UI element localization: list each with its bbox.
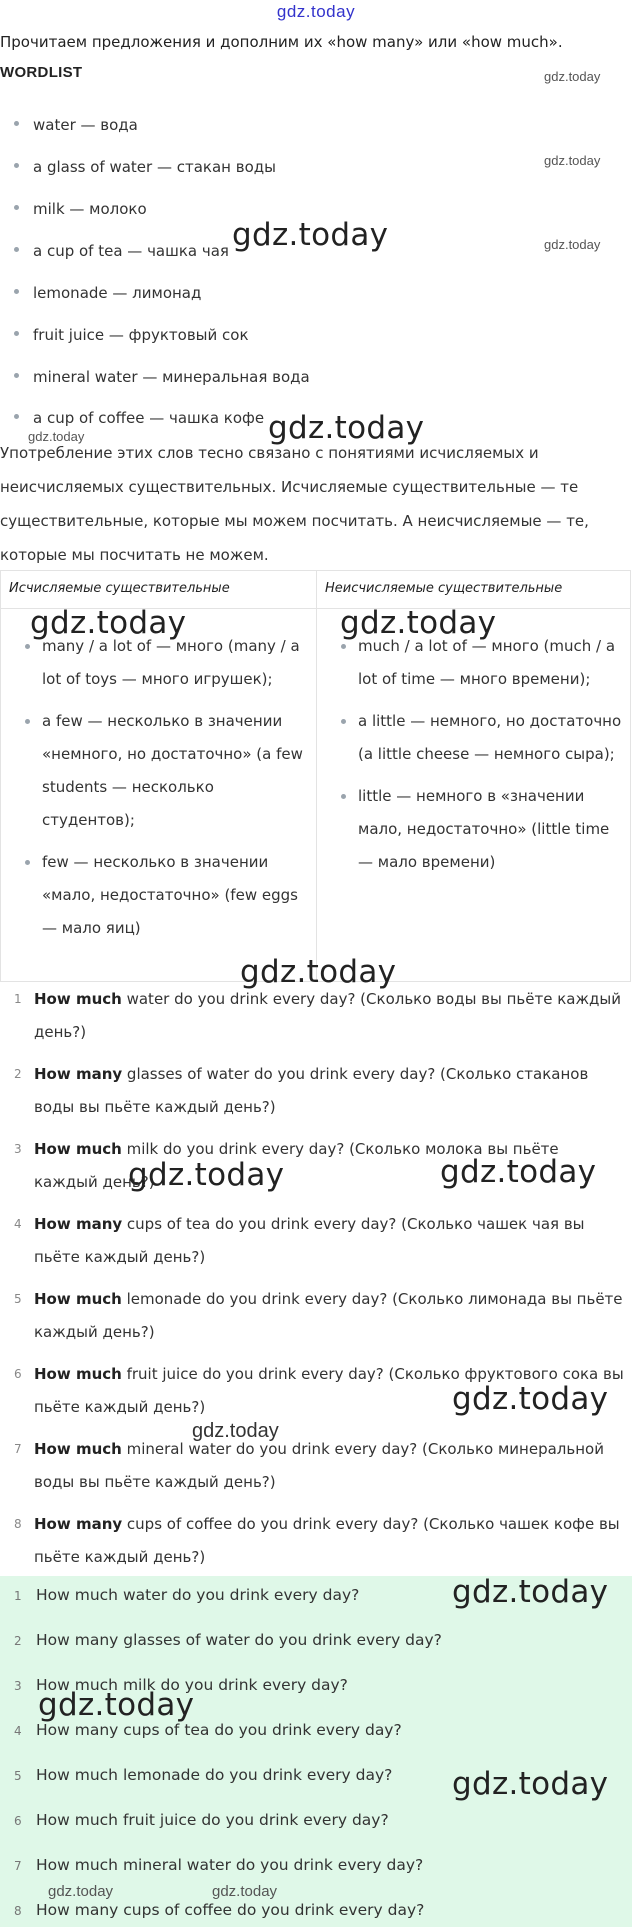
answer-item [14,1809,389,1831]
wordlist-item: a glass of water — стакан воды [14,157,276,177]
countable-list [25,630,310,954]
table-header-uncountable: Неисчисляемые существительные [325,581,563,596]
intro-text: Прочитаем предложения и дополним их «how many» или «how much». [0,33,563,51]
answer-text: How many glasses of water do you drink every day? [36,1631,442,1649]
list-item: much / a lot of — много (much / a lot of time — много времени); [341,630,626,696]
answer-item [14,1899,424,1921]
question-number: 7 [14,1442,22,1456]
bullet-icon [14,289,19,294]
answer-text: How much fruit juice do you drink every day? [36,1811,389,1829]
watermark: gdz.today [212,1883,278,1900]
question-number: 6 [14,1367,22,1381]
answer-text: How much water do you drink every day? [36,1586,360,1604]
watermark: gdz.today [268,410,425,446]
question-item [14,1433,626,1499]
watermark: gdz.today [192,1420,279,1442]
watermark: gdz.today [48,1883,114,1900]
wordlist-item: mineral water — минеральная вода [14,367,310,387]
bullet-icon [14,247,19,252]
question-bold: How many [34,1215,123,1233]
bullet-icon [14,373,19,378]
question-bold: How much [34,1365,122,1383]
list-item: a little — немного, но достаточно (a little cheese — немного сыра); [341,705,626,771]
answer-number: 1 [14,1589,22,1603]
question-item [14,1283,626,1349]
list-item: a few — несколько в значении «немного, но достаточно» (a few students — несколько студентов); [25,705,310,837]
question-text: milk do you drink every day? (Сколько молока вы пьёте каждый день?) [34,1140,559,1191]
question-bold: How much [34,1440,122,1458]
question-bold: How many [34,1065,123,1083]
question-bold: How much [34,1290,122,1308]
bullet-icon [14,163,19,168]
question-text: water do you drink every day? (Сколько воды вы пьёте каждый день?) [34,990,621,1041]
watermark: gdz.today [452,1766,609,1802]
question-bold: How much [34,990,122,1008]
wordlist-item: fruit juice — фруктовый сок [14,325,249,345]
question-bold: How much [34,1140,122,1158]
question-item [14,983,626,1049]
question-text: mineral water do you drink every day? (Сколько минеральной воды вы пьёте каждый день?) [34,1440,604,1491]
watermark: gdz.today [232,217,389,253]
wordlist-item: milk — молоко [14,199,147,219]
list-item: few — несколько в значении «мало, недостаточно» (few eggs — мало яиц) [25,846,310,945]
explanation-paragraph: Употребление этих слов тесно связано с понятиями исчисляемых и неисчисляемых существительных. Исчисляемые существительные — те существительные, которые мы можем посчитать. А неисчисляемые — те, которые мы посчитать не можем. [0,444,589,564]
watermark: gdz.today [30,605,187,641]
answer-item [14,1764,392,1786]
question-number: 8 [14,1517,22,1531]
question-text: fruit juice do you drink every day? (Сколько фруктового сока вы пьёте каждый день?) [34,1365,624,1416]
answer-item [14,1584,359,1606]
question-item [14,1208,626,1274]
answer-item [14,1854,423,1876]
answer-text: How much lemonade do you drink every day? [36,1766,393,1784]
answer-number: 4 [14,1724,22,1738]
answer-text: How much milk do you drink every day? [36,1676,348,1694]
bullet-icon [14,414,19,419]
question-text: cups of coffee do you drink every day? (Сколько чашек кофе вы пьёте каждый день?) [34,1515,620,1566]
question-item [14,1508,626,1574]
answer-text: How much mineral water do you drink every day? [36,1856,424,1874]
watermark: gdz.today [544,69,601,84]
answer-number: 5 [14,1769,22,1783]
watermark: gdz.today [38,1687,195,1723]
question-text: lemonade do you drink every day? (Сколько лимонада вы пьёте каждый день?) [34,1290,623,1341]
watermark: gdz.today [240,954,397,990]
answer-text: How many cups of tea do you drink every day? [36,1721,402,1739]
wordlist-item: a cup of tea — чашка чая [14,241,229,261]
bullet-icon [14,205,19,210]
answer-number: 3 [14,1679,22,1693]
question-number: 4 [14,1217,22,1231]
table-divider [316,571,317,981]
wordlist-item: water — вода [14,115,138,135]
wordlist-item: lemonade — лимонад [14,283,201,303]
answer-number: 2 [14,1634,22,1648]
top-watermark: gdz.today [276,2,356,21]
question-text: cups of tea do you drink every day? (Сколько чашек чая вы пьёте каждый день?) [34,1215,585,1266]
bullet-icon [14,121,19,126]
table-header-countable: Исчисляемые существительные [9,581,230,596]
question-item [14,1058,626,1124]
question-number: 1 [14,992,22,1006]
answer-item [14,1629,442,1651]
question-number: 2 [14,1067,22,1081]
question-number: 3 [14,1142,22,1156]
answer-number: 8 [14,1904,22,1918]
answer-number: 7 [14,1859,22,1873]
uncountable-list [341,630,626,888]
watermark: gdz.today [128,1157,285,1193]
list-item: little — немного в «значении мало, недостаточно» (little time — мало времени) [341,780,626,879]
question-number: 5 [14,1292,22,1306]
question-text: glasses of water do you drink every day? (Сколько стаканов воды вы пьёте каждый день?) [34,1065,589,1116]
watermark: gdz.today [452,1381,609,1417]
wordlist-heading: WORDLIST [0,64,83,81]
watermark: gdz.today [340,605,497,641]
watermark: gdz.today [28,429,85,444]
wordlist-item: a cup of coffee — чашка кофе [14,408,264,428]
watermark: gdz.today [544,153,601,168]
watermark: gdz.today [440,1154,597,1190]
watermark: gdz.today [452,1574,609,1610]
list-item: many / a lot of — много (many / a lot of toys — много игрушек); [25,630,310,696]
bullet-icon [14,331,19,336]
question-bold: How many [34,1515,123,1533]
watermark: gdz.today [544,237,601,252]
answer-number: 6 [14,1814,22,1828]
answer-text: How many cups of coffee do you drink every day? [36,1901,425,1919]
